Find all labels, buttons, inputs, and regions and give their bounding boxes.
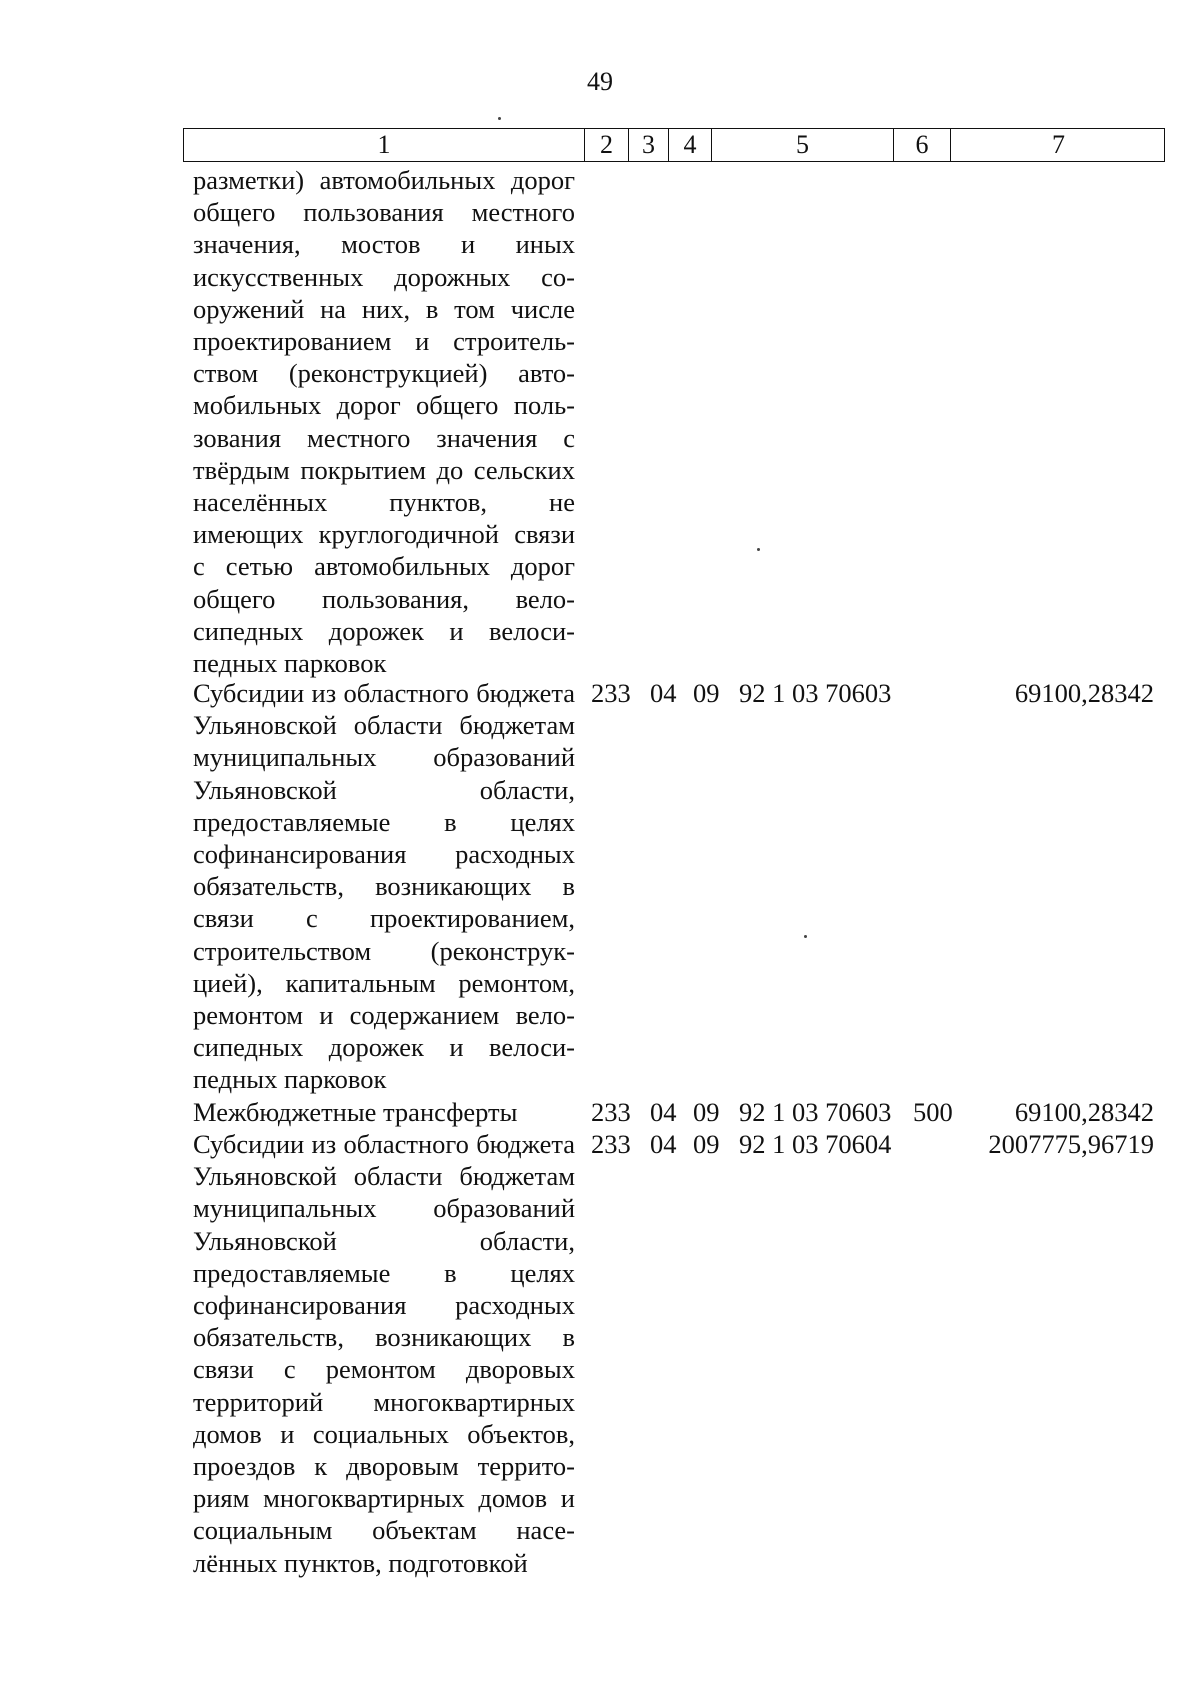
amount-value: 69100,28342: [1014, 1097, 1154, 1127]
column-header-1: 1: [377, 130, 391, 159]
section-code: 04: [650, 678, 677, 708]
scan-speck: [757, 548, 760, 551]
table-row-description: Межбюджетные трансферты: [193, 1097, 518, 1127]
table-column-header: [183, 128, 1165, 162]
table-row-description: разметки) автомобильных дорог общего пользования местного значения, мостов и иных искусственных дорожных сооружений на них, в том числе проектированием и строительством (реконструкцией) автомобильных дорог общего пользования местного значения с твёрдым покрытием до сельских населённых пунктов, не имеющих круглогодичной связи с сетью автомобильных дорог общего пользования, велосипедных дорожек и велосипедных парковок: [193, 165, 575, 679]
column-header-7: 7: [950, 129, 1166, 161]
page-number: 49: [587, 67, 613, 96]
column-header-2: 2: [584, 129, 628, 161]
column-header-3: 3: [628, 129, 668, 161]
column-header-6: 6: [893, 129, 950, 161]
ministry-code: 233: [591, 1097, 631, 1127]
column-header-4: 4: [668, 129, 711, 161]
ministry-code: 233: [591, 678, 631, 708]
amount-value: 2007775,96719: [988, 1129, 1154, 1159]
ministry-code: 233: [591, 1129, 631, 1159]
subsection-code: 09: [693, 678, 720, 708]
expense-type-code: 500: [913, 1097, 953, 1127]
table-row-description: Субсидии из областного бюджета Ульяновской области бюджетам муниципальных образований Ульяновской области, предоставляемые в целях софинансирования расходных обязательств, возникающих в связи с проектированием, строительством (реконструкцией), капитальным ремонтом, ремонтом и содержанием велосипедных дорожек и велосипедных парковок: [193, 678, 575, 1095]
section-code: 04: [650, 1129, 677, 1159]
section-code: 04: [650, 1097, 677, 1127]
target-article-code: 92 1 03 70603: [739, 678, 892, 708]
column-header-5: 5: [711, 129, 893, 161]
table-row-description: Субсидии из областного бюджета Ульяновской области бюджетам муниципальных образований Ульяновской области, предоставляемые в целях софинансирования расходных обязательств, возникающих в связи с ремонтом дворовых территорий многоквартирных домов и социальных объектов, проездов к дворовым территориям многоквартирных домов и социальным объектам населённых пунктов, подготовкой: [193, 1129, 575, 1578]
amount-value: 69100,28342: [1014, 678, 1154, 708]
target-article-code: 92 1 03 70603: [739, 1097, 892, 1127]
subsection-code: 09: [693, 1097, 720, 1127]
scan-speck: [498, 117, 501, 120]
scan-speck: [804, 935, 807, 938]
subsection-code: 09: [693, 1129, 720, 1159]
target-article-code: 92 1 03 70604: [739, 1129, 892, 1159]
